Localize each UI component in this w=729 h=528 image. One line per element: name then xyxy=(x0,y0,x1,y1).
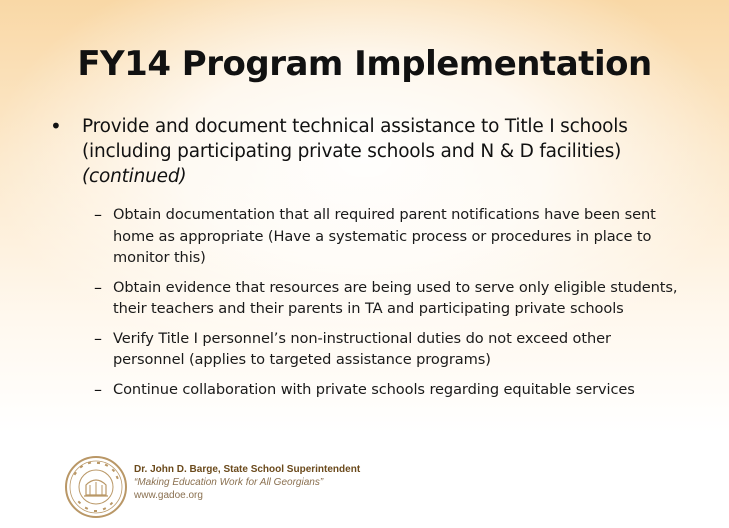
dash-icon: – xyxy=(94,328,102,348)
main-bullet-text xyxy=(82,114,696,189)
footer-url[interactable]: www.gadoe.org xyxy=(134,490,203,501)
sub-bullet-text: Obtain documentation that all required parent notifications have been sent home as appropriate (Have a systematic process or procedures in place to monitor this) xyxy=(113,206,656,266)
superintendent-name: Dr. John D. Barge, State School Superintendent xyxy=(134,464,361,475)
sub-bullet-text: Verify Title I personnel’s non-instructional duties do not exceed other personnel (applies to targeted assistance programs) xyxy=(113,329,611,368)
sub-bullet-item xyxy=(94,204,686,269)
slide-title: FY14 Program Implementation xyxy=(77,44,652,84)
sub-bullet-text: Obtain evidence that resources are being used to serve only eligible students, their teachers and their parents in TA and participating private schools xyxy=(113,278,678,317)
dash-icon: – xyxy=(94,379,102,399)
sub-bullet-item xyxy=(94,328,686,371)
dash-icon: – xyxy=(94,205,102,224)
sub-bullet-item xyxy=(94,379,686,401)
footer-motto: “Making Education Work for All Georgians” xyxy=(134,477,324,488)
main-bullet-label: Provide and document technical assistance to Title I schools (including participating private schools and N & D facilities) xyxy=(82,116,628,162)
sub-bullet-text: Continue collaboration with private schools regarding equitable services xyxy=(113,380,635,398)
bullet-dot-icon: • xyxy=(50,114,62,138)
footer-text xyxy=(134,463,360,502)
sub-bullet-list xyxy=(94,204,686,408)
continued-label: (continued) xyxy=(82,166,187,187)
dash-icon: – xyxy=(94,277,102,297)
main-bullet xyxy=(50,114,696,189)
footer xyxy=(60,453,420,521)
sub-bullet-item xyxy=(94,277,686,320)
georgia-department-of-education-seal-icon xyxy=(64,455,128,519)
